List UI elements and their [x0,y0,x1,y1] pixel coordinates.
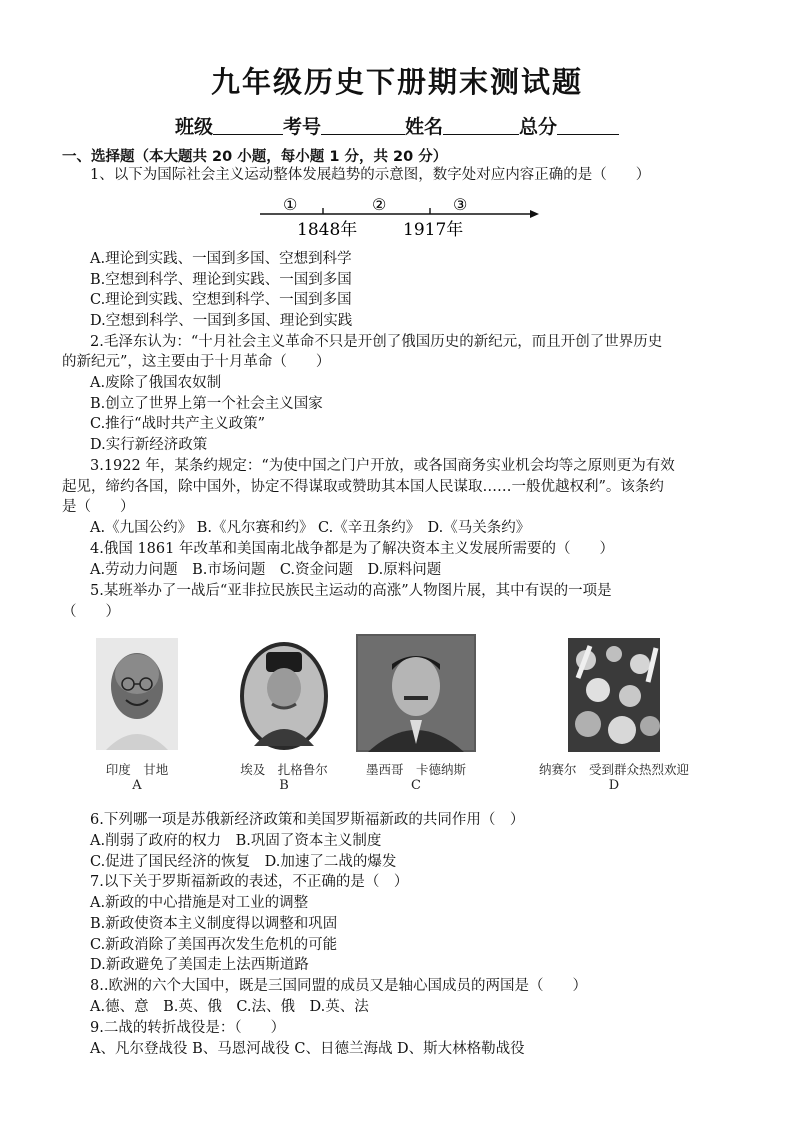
q5-caption-a: 印度 甘地 [105,762,169,777]
q5-letter-b: B [279,778,289,793]
q5-photo-strip [88,628,708,798]
q3-stem-line2: 起见，缔约各国，除中国外，协定不得谋取或赞助其本国人民谋取……一般优越权利”。该条约 [62,479,664,495]
gandhi-portrait-image [96,638,178,750]
timeline-year-1848: 1848年 [297,220,358,240]
class-field[interactable] [213,116,283,135]
name-field[interactable] [443,116,519,135]
exam-no-label: 考号 [282,116,321,138]
student-info-row [0,112,794,139]
q8-stem: 8..欧洲的六个大国中，既是三国同盟的成员又是轴心国成员的两国是（ ） [90,978,587,994]
q1-option-c[interactable]: C.理论到实践、空想到科学、一国到多国 [90,292,352,308]
section-heading: 一、选择题（本大题共 20 小题，每小题 1 分，共 20 分） [62,149,448,165]
q6-stem: 6.下列哪一项是苏俄新经济政策和美国罗斯福新政的共同作用（ ） [90,812,525,828]
q1-timeline-diagram [255,190,555,240]
page-title: 九年级历史下册期末测试题 [210,65,583,99]
q2-option-a[interactable]: A.废除了俄国农奴制 [90,375,222,391]
q7-option-c[interactable]: C.新政消除了美国再次发生危机的可能 [90,937,338,953]
q5-letter-a: A [132,778,142,793]
q2-option-c[interactable]: C.推行“战时共产主义政策” [90,416,266,432]
zaghloul-portrait-image [236,634,332,752]
score-field[interactable] [557,116,619,135]
timeline-mark-3: ③ [453,195,468,214]
q3-options[interactable]: A.《九国公约》 B.《凡尔赛和约》 C.《辛丑条约》 D.《马关条约》 [90,520,531,536]
timeline-mark-1: ① [283,195,298,214]
exam-no-field[interactable] [321,116,405,135]
q5-caption-d: 纳赛尔 受到群众热烈欢迎 [538,762,689,777]
q5-stem-line1: 5.某班举办了一战后“亚非拉民族民主运动的高涨”人物图片展，其中有误的一项是 [90,583,612,599]
q5-letter-c: C [411,778,421,793]
q1-option-b[interactable]: B.空想到科学、理论到实践、一国到多国 [90,272,352,288]
q1-stem: 1、以下为国际社会主义运动整体发展趋势的示意图，数字处对应内容正确的是（ ） [90,167,651,183]
q6-options-ab[interactable]: A.削弱了政府的权力 B.巩固了资本主义制度 [90,833,382,849]
q7-stem: 7.以下关于罗斯福新政的表述，不正确的是（ ） [90,874,409,890]
q5-caption-c: 墨西哥 卡德纳斯 [365,762,466,777]
timeline-year-1917: 1917年 [403,220,464,240]
q9-stem: 9.二战的转折战役是：（ ） [90,1020,286,1036]
timeline-mark-2: ② [372,195,387,214]
q7-option-b[interactable]: B.新政使资本主义制度得以调整和巩固 [90,916,338,932]
q5-letter-d: D [608,778,620,793]
timeline-arrow [530,210,539,218]
cardenas-portrait-image [356,634,476,752]
q3-stem-line1: 3.1922 年，某条约规定：“为使中国之门户开放，或各国商务实业机会均等之原则更为有效 [90,458,675,474]
q1-option-a[interactable]: A.理论到实践、一国到多国、空想到科学 [90,251,352,267]
class-label: 班级 [174,116,213,138]
q3-stem-line3: 是（ ） [62,499,135,515]
q9-options[interactable]: A、凡尔登战役 B、马恩河战役 C、日德兰海战 D、斯大林格勒战役 [90,1041,525,1057]
q4-options[interactable]: A.劳动力问题 B.市场问题 C.资金问题 D.原料问题 [90,562,442,578]
q2-option-d[interactable]: D.实行新经济政策 [90,437,208,453]
q2-stem-line1: 2.毛泽东认为：“十月社会主义革命不只是开创了俄国历史的新纪元，而且开创了世界历史 [90,334,663,350]
nasser-crowd-image [568,638,660,752]
q7-option-a[interactable]: A.新政的中心措施是对工业的调整 [90,895,309,911]
q2-option-b[interactable]: B.创立了世界上第一个社会主义国家 [90,396,323,412]
q4-stem: 4.俄国 1861 年改革和美国南北战争都是为了解决资本主义发展所需要的（ ） [90,541,614,557]
q8-options[interactable]: A.德、意 B.英、俄 C.法、俄 D.英、法 [90,999,369,1015]
q5-stem-line2: （ ） [62,604,120,620]
q5-caption-b: 埃及 扎格鲁尔 [240,762,328,777]
name-label: 姓名 [405,116,444,138]
q7-option-d[interactable]: D.新政避免了美国走上法西斯道路 [90,957,309,973]
score-label: 总分 [519,116,558,138]
q2-stem-line2: 的新纪元”，这主要由于十月革命（ ） [62,354,331,370]
q1-option-d[interactable]: D.空想到科学、一国到多国、理论到实践 [90,313,353,329]
q6-options-cd[interactable]: C.促进了国民经济的恢复 D.加速了二战的爆发 [90,854,397,870]
